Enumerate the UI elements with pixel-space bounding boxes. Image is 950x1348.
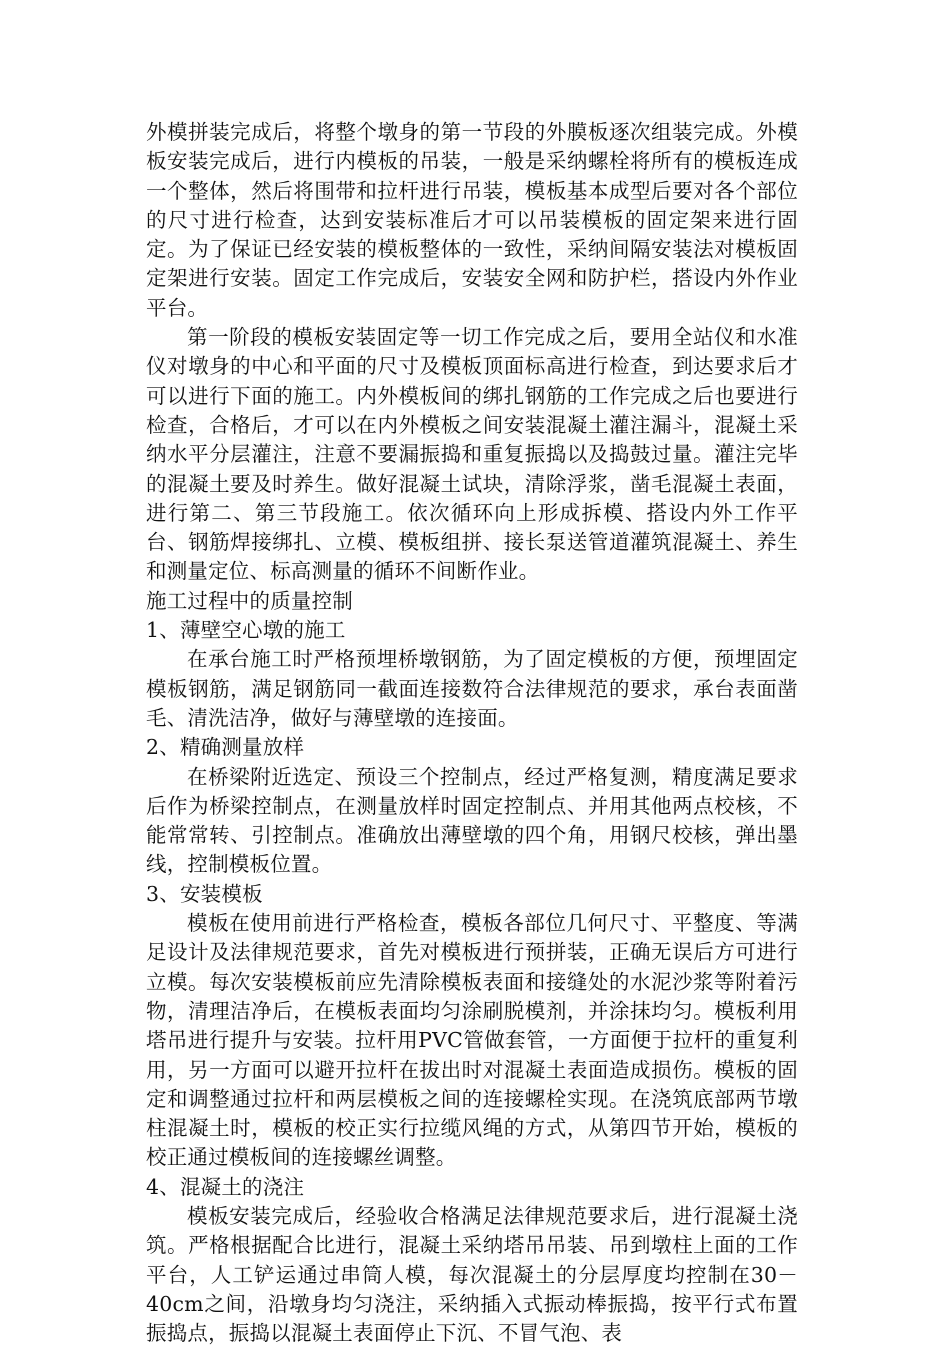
paragraph-concrete-pouring: 模板安装完成后，经验收合格满足法律规范要求后，进行混凝土浇筑。严格根据配合比进行，混凝土采纳塔吊吊装、吊到墩柱上面的工作平台，人工铲运通过串筒人模，每次混凝土的分层厚度均控制在30－40cm之间，沿墩身均匀浇注，采纳插入式振动棒振捣，按平行式布置振捣点，振捣以混凝土表面停止下沉、不冒气泡、表 [146,1203,798,1346]
subheading-install-formwork: 3、安装模板 [146,881,263,906]
paragraph-inspection-and-pouring: 第一阶段的模板安装固定等一切工作完成之后，要用全站仪和水准仪对墩身的中心和平面的尺寸及模板顶面标高进行检查，到达要求后才可以进行下面的施工。内外模板间的绑扎钢筋的工作完成之后也要进行检查，合格后，才可以在内外模板之间安装混凝土灌注漏斗，混凝土采纳水平分层灌注，注意不要漏振捣和重复振捣以及捣鼓过量。灌注完毕的混凝土要及时养生。做好混凝土试块，清除浮浆，凿毛混凝土表面，进行第二、第三节段施工。依次循环向上形成拆模、搭设内外工作平台、钢筋焊接绑扎、立模、模板组拼、接长泵送管道灌筑混凝土、养生和测量定位、标高测量的循环不间断作业。 [146,325,798,584]
subheading-survey-layout: 2、精确测量放样 [146,735,305,760]
document-body [146,118,798,1348]
paragraph-formwork-assembly: 外模拼装完成后，将整个墩身的第一节段的外膜板逐次组装完成。外模板安装完成后，进行内模板的吊装，一般是采纳螺栓将所有的模板连成一个整体，然后将围带和拉杆进行吊装，模板基本成型后要对各个部位的尺寸进行检查，达到安装标准后才可以吊装模板的固定架来进行固定。为了保证已经安装的模板整体的一致性，采纳间隔安装法对模板固定架进行安装。固定工作完成后，安装安全网和防护栏，搭设内外作业平台。 [146,120,798,320]
subheading-concrete-pouring: 4、混凝土的浇注 [146,1174,305,1199]
paragraph-install-formwork: 模板在使用前进行严格检查，模板各部位几何尺寸、平整度、等满足设计及法律规范要求，首先对模板进行预拼装，正确无误后方可进行立模。每次安装模板前应先清除模板表面和接缝处的水泥沙浆等附着污物，清理洁净后，在模板表面均匀涂刷脱模剂，并涂抹均匀。模板利用塔吊进行提升与安装。拉杆用PVC管做套管，一方面便于拉杆的重复利用，另一方面可以避开拉杆在拔出时对混凝土表面造成损伤。模板的固定和调整通过拉杆和两层模板之间的连接螺栓实现。在浇筑底部两节墩柱混凝土时，模板的校正实行拉缆风绳的方式，从第四节开始，模板的校正通过模板间的连接螺丝调整。 [146,911,798,1170]
paragraph-thin-wall-pier: 在承台施工时严格预埋桥墩钢筋，为了固定模板的方便，预埋固定模板钢筋，满足钢筋同一截面连接数符合法律规范的要求，承台表面凿毛、清洗洁净，做好与薄壁墩的连接面。 [146,647,798,730]
subheading-thin-wall-pier: 1、薄壁空心墩的施工 [146,618,346,643]
paragraph-survey-layout: 在桥梁附近选定、预设三个控制点，经过严格复测，精度满足要求后作为桥梁控制点，在测量放样时固定控制点、并用其他两点校核，不能常常转、引控制点。准确放出薄壁墩的四个角，用钢尺校核，弹出墨线，控制模板位置。 [146,764,798,877]
section-heading-quality-control: 施工过程中的质量控制 [146,588,353,613]
